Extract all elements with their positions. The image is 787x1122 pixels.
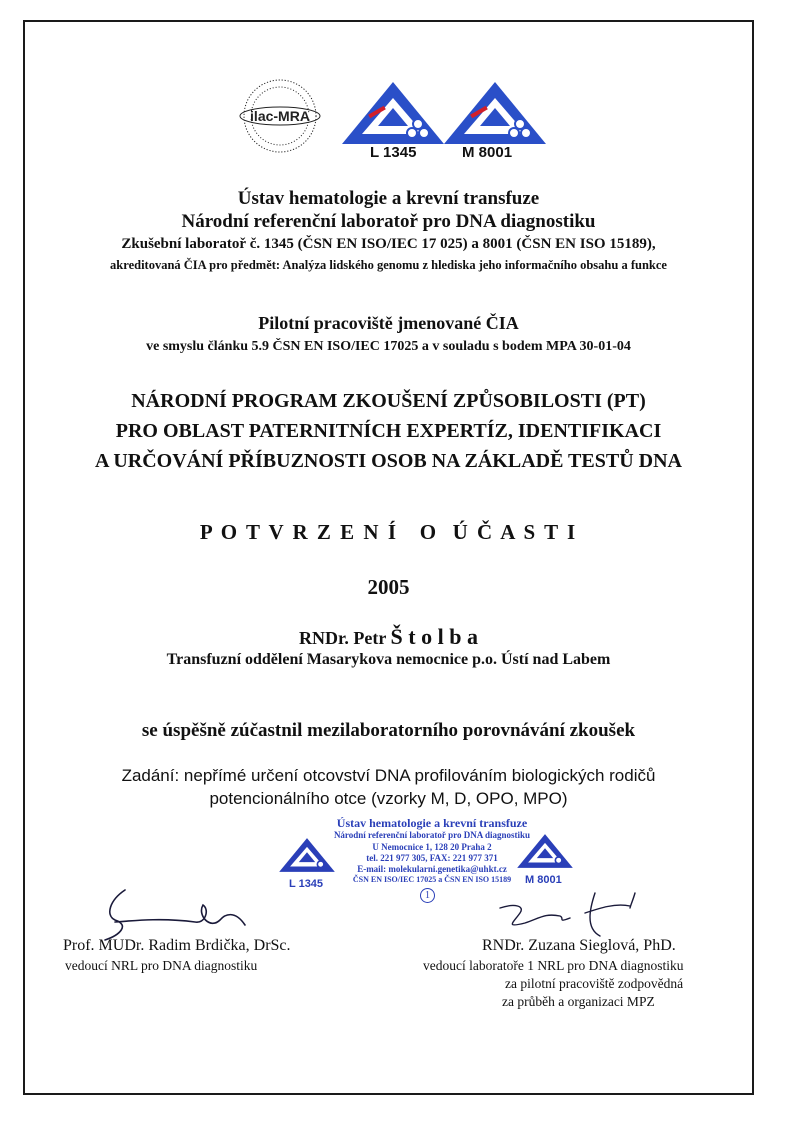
certificate-title: P O T V R Z E N Í O Ú Č A S T I: [199, 520, 578, 544]
stamp-code-right: M 8001: [525, 874, 562, 886]
program-line-3: A URČOVÁNÍ PŘÍBUZNOSTI OSOB NA ZÁKLADĚ TESTŮ DNA: [95, 450, 682, 472]
recipient-surname: Š t o l b a: [390, 624, 478, 649]
stamp-number: 1: [420, 888, 435, 903]
right-signatory-name: RNDr. Zuzana Sieglová, PhD.: [482, 937, 676, 954]
right-signatory-role-2: za pilotní pracoviště zodpovědná: [505, 976, 684, 991]
accreditation-subject: akreditovaná ČIA pro předmět: Analýza lidského genomu z hlediska jeho informačního obsahu a funkce: [110, 258, 667, 272]
cia-accreditation-logo-m8001: [440, 78, 550, 162]
stamp-line-1: Ústav hematologie a krevní transfuze: [336, 816, 528, 830]
right-signatory-role-1: vedoucí laboratoře 1 NRL pro DNA diagnostiku: [423, 958, 684, 973]
left-signatory-name: Prof. MUDr. Radim Brdička, DrSc.: [63, 937, 291, 954]
program-line-1: NÁRODNÍ PROGRAM ZKOUŠENÍ ZPŮSOBILOSTI (PT): [131, 390, 646, 412]
left-signatory-role: vedoucí NRL pro DNA diagnostiku: [65, 958, 258, 973]
stamp-line-6: ČSN EN ISO/IEC 17025 a ČSN EN ISO 15189: [352, 875, 512, 884]
recipient-name: [23, 624, 754, 650]
stamp-line-4: tel. 221 977 305, FAX: 221 977 371: [366, 853, 498, 863]
certificate-year: 2005: [367, 575, 410, 599]
stamp-code-left: L 1345: [289, 878, 324, 890]
recipient-workplace: Transfuzní oddělení Masarykova nemocnice p.o. Ústí nad Labem: [166, 651, 611, 668]
ilac-mra-text: ilac-MRA: [250, 108, 310, 124]
stamp-line-2: Národní referenční laboratoř pro DNA diagnostiku: [333, 830, 531, 840]
institute-name: Ústav hematologie a krevní transfuze: [237, 188, 540, 209]
stamp-line-5: E-mail: molekularni.genetika@uhkt.cz: [357, 864, 507, 874]
lab-name: Národní referenční laboratoř pro DNA diagnostiku: [181, 211, 596, 232]
task-line-2: potencionálního otce (vzorky M, D, OPO, MPO): [209, 789, 568, 808]
logo-code-m8001: M 8001: [462, 144, 513, 161]
participation-statement: se úspěšně zúčastnil mezilaboratorního porovnávání zkoušek: [141, 720, 636, 741]
program-line-2: PRO OBLAST PATERNITNÍCH EXPERTÍZ, IDENTIFIKACI: [115, 420, 662, 442]
task-line-1: Zadání: nepřímé určení otcovství DNA profilováním biologických rodičů: [121, 766, 656, 785]
recipient-prefix: RNDr. Petr: [299, 628, 391, 648]
cia-accreditation-logo-l1345: [338, 78, 448, 162]
stamp-line-3: U Nemocnice 1, 128 20 Praha 2: [372, 842, 492, 852]
pilot-subtitle: ve smyslu článku 5.9 ČSN EN ISO/IEC 17025 a v souladu s bodem MPA 30-01-04: [146, 339, 631, 354]
pilot-title: Pilotní pracoviště jmenované ČIA: [258, 313, 519, 333]
ilac-mra-logo: [235, 76, 325, 156]
logo-code-l1345: L 1345: [370, 144, 417, 161]
accreditation-line: Zkušební laboratoř č. 1345 (ČSN EN ISO/IEC 17 025) a 8001 (ČSN EN ISO 15189),: [121, 236, 656, 252]
right-signatory-role-3: za průběh a organizaci MPZ: [502, 994, 655, 1009]
